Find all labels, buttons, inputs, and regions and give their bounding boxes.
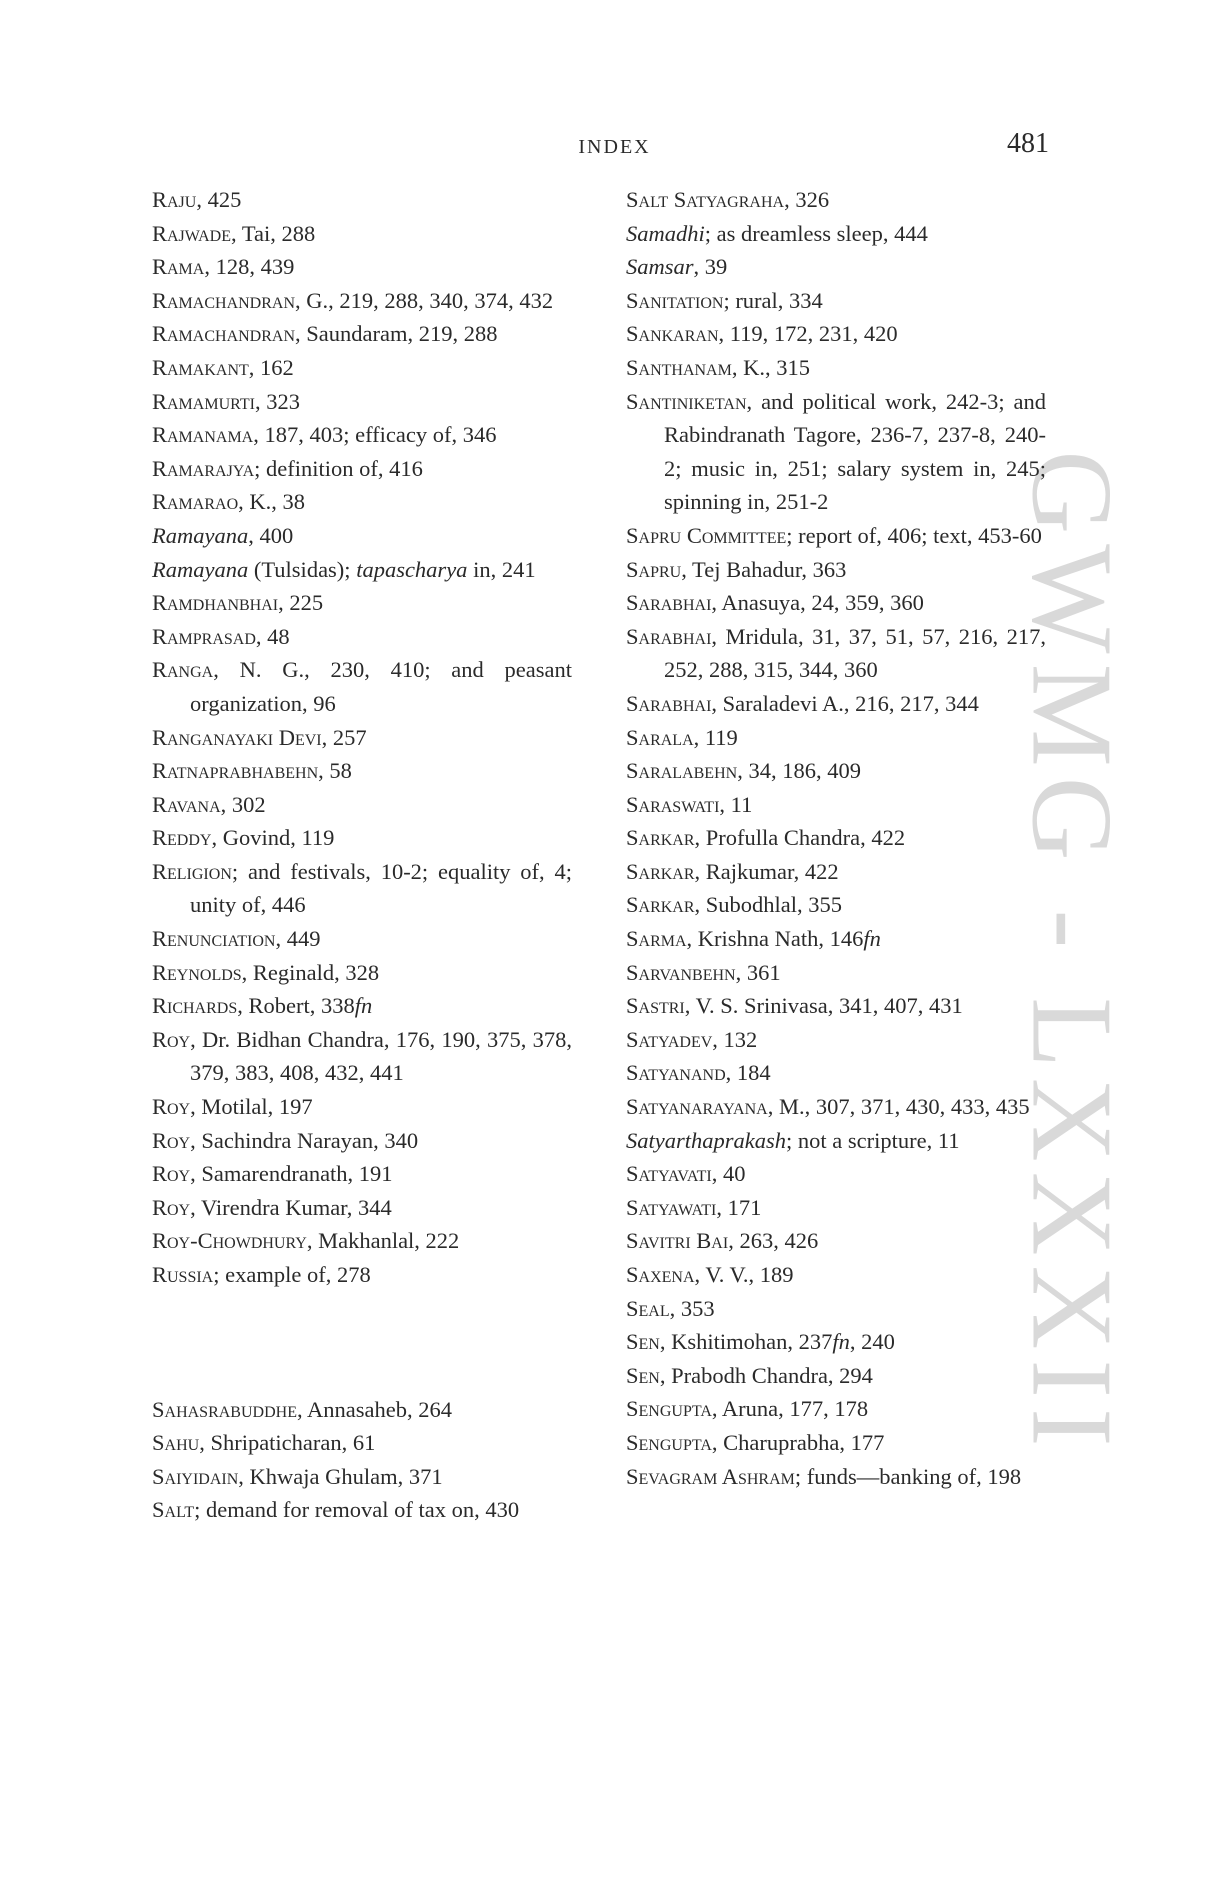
entry-segment: Richards xyxy=(152,993,238,1019)
entry-segment: , 119 xyxy=(693,724,738,750)
entry-segment: , Charuprabha, 177 xyxy=(711,1429,885,1455)
entry-segment: Sengupta xyxy=(626,1396,712,1422)
entry-segment: Ratnaprabhabehn xyxy=(152,758,319,784)
index-entry xyxy=(626,1292,1046,1326)
index-entry xyxy=(152,586,572,620)
entry-segment: Samadhi xyxy=(626,220,705,246)
entry-segment: Sarabhai xyxy=(626,590,712,616)
entry-segment: in, 241 xyxy=(467,556,536,582)
entry-segment: Ravana xyxy=(152,791,221,817)
index-entry xyxy=(626,519,1046,553)
index-entry xyxy=(626,754,1046,788)
entry-segment: , 302 xyxy=(220,791,266,817)
entry-segment: Ranganayaki Devi xyxy=(152,724,322,750)
index-entry xyxy=(152,519,572,553)
entry-segment: Sastri xyxy=(626,993,685,1019)
entry-segment: Sapru Committee xyxy=(626,522,787,548)
index-entry xyxy=(626,620,1046,687)
index-column-right xyxy=(626,183,1046,1493)
entry-segment: Ramachandran xyxy=(152,287,296,313)
index-entry xyxy=(152,788,572,822)
entry-segment: fn xyxy=(832,1329,850,1355)
entry-segment: Sarkar xyxy=(626,892,695,918)
index-entry xyxy=(626,1023,1046,1057)
entry-segment: , Makhanlal, 222 xyxy=(306,1228,460,1254)
entry-segment: fn xyxy=(863,926,881,952)
index-entry xyxy=(626,553,1046,587)
entry-segment: , 449 xyxy=(275,926,321,952)
entry-segment: , 119, 172, 231, 420 xyxy=(718,321,898,347)
index-entry xyxy=(626,183,1046,217)
entry-segment: Sen xyxy=(626,1329,660,1355)
entry-segment: Saraswati xyxy=(626,791,720,817)
entry-segment: Ranga xyxy=(152,657,214,683)
index-entry xyxy=(626,217,1046,251)
index-entry xyxy=(626,317,1046,351)
entry-segment: Ramanama xyxy=(152,422,254,448)
index-entry xyxy=(152,1426,572,1460)
entry-segment: ; example of, 278 xyxy=(213,1262,371,1287)
index-entry xyxy=(152,250,572,284)
entry-segment: Sarkar xyxy=(626,825,695,851)
entry-segment: , 48 xyxy=(255,623,290,649)
entry-segment: , Anasuya, 24, 359, 360 xyxy=(711,590,924,616)
entry-segment: Sarvanbehn xyxy=(626,959,736,985)
index-entry xyxy=(152,351,572,385)
entry-segment: , Virendra Kumar, 344 xyxy=(190,1194,392,1220)
entry-segment: Sahu xyxy=(152,1430,200,1456)
index-entry xyxy=(152,217,572,251)
entry-segment: Seal xyxy=(626,1295,670,1321)
entry-segment: , Motilal, 197 xyxy=(190,1094,313,1120)
entry-segment: , Prabodh Chandra, 294 xyxy=(659,1362,873,1388)
index-entry xyxy=(152,1393,572,1427)
entry-segment: Ramarao xyxy=(152,489,239,515)
entry-segment: Russia xyxy=(152,1262,214,1287)
entry-segment: , V. S. Srinivasa, 341, 407, 431 xyxy=(684,993,963,1019)
entry-segment: Ramayana xyxy=(152,522,249,548)
entry-segment: , 240 xyxy=(849,1329,895,1355)
entry-segment: Sarma xyxy=(626,926,687,952)
entry-segment: , Samarendranath, 191 xyxy=(190,1161,393,1187)
entry-segment: , Reginald, 328 xyxy=(241,959,380,985)
index-entry xyxy=(152,855,572,922)
index-entry xyxy=(626,721,1046,755)
entry-segment: , Robert, 338 xyxy=(237,993,355,1019)
entry-segment: Sankaran xyxy=(626,321,719,347)
entry-segment: Sarabhai xyxy=(626,690,712,716)
index-entry xyxy=(626,385,1046,519)
entry-segment: , 132 xyxy=(712,1026,758,1052)
entry-segment: , 162 xyxy=(248,354,294,380)
entry-segment: , Rajkumar, 422 xyxy=(694,858,839,884)
entry-segment: , 11 xyxy=(719,791,753,817)
index-entry xyxy=(626,250,1046,284)
index-entry xyxy=(152,754,572,788)
index-entry xyxy=(626,888,1046,922)
entry-segment: Santhanam xyxy=(626,354,732,380)
entry-segment: ; funds—banking of, 198 xyxy=(794,1463,1022,1489)
entry-segment: , 326 xyxy=(784,187,830,212)
entry-segment: , N. G., 230, 410; and peasant organization, 96 xyxy=(190,657,572,716)
entry-segment: , 171 xyxy=(716,1194,762,1220)
running-head: INDEX xyxy=(578,136,651,158)
entry-segment: Sevagram Ashram xyxy=(626,1463,795,1489)
entry-segment: Renunciation xyxy=(152,926,276,952)
letter-group-gap xyxy=(152,1292,572,1393)
entry-segment: Salt Satyagraha xyxy=(626,187,785,212)
entry-segment: Roy xyxy=(152,1026,191,1052)
entry-segment: , 128, 439 xyxy=(204,254,295,280)
index-entry xyxy=(626,1258,1046,1292)
entry-segment: Reddy xyxy=(152,825,212,851)
entry-segment: , G., 219, 288, 340, 374, 432 xyxy=(295,287,554,313)
index-entry xyxy=(152,1460,572,1494)
index-entry xyxy=(152,385,572,419)
entry-segment: , and political work, 242-3; and Rabindranath Tagore, 236-7, 237-8, 240-2; music in, 251; salary system in, 245; spinning in, 251-2 xyxy=(664,388,1046,515)
entry-segment: tapascharya xyxy=(356,556,468,582)
entry-segment: Ramdhanbhai xyxy=(152,590,279,616)
entry-segment: Roy xyxy=(152,1127,191,1153)
entry-segment: Sarkar xyxy=(626,858,695,884)
entry-segment: ; definition of, 416 xyxy=(254,455,423,481)
index-entry xyxy=(626,1056,1046,1090)
entry-segment: ; not a scripture, 11 xyxy=(786,1127,960,1153)
entry-segment: Salt xyxy=(152,1497,195,1523)
index-entry xyxy=(626,1157,1046,1191)
index-entry xyxy=(626,1191,1046,1225)
index-entry xyxy=(626,821,1046,855)
entry-segment: Reynolds xyxy=(152,959,242,985)
index-entry xyxy=(152,956,572,990)
entry-segment: , 263, 426 xyxy=(728,1228,819,1254)
index-entry xyxy=(626,1224,1046,1258)
entry-segment: , V. V., 189 xyxy=(694,1262,794,1287)
entry-segment: , Tej Bahadur, 363 xyxy=(681,556,847,582)
entry-segment: Saralabehn xyxy=(626,758,738,784)
entry-segment: Roy xyxy=(152,1094,191,1120)
index-entry xyxy=(626,351,1046,385)
index-entry xyxy=(152,418,572,452)
entry-segment: Sapru xyxy=(626,556,682,582)
entry-segment: Ramprasad xyxy=(152,623,256,649)
entry-segment: , K., 38 xyxy=(238,489,305,515)
entry-segment: , 353 xyxy=(669,1295,715,1321)
entry-segment: ; as dreamless sleep, 444 xyxy=(704,220,928,246)
entry-segment: Rajwade xyxy=(152,220,231,246)
entry-segment: Ramamurti xyxy=(152,388,255,414)
entry-segment: Sarabhai xyxy=(626,623,712,649)
index-entry xyxy=(626,855,1046,889)
index-entry xyxy=(626,1460,1046,1494)
index-entry xyxy=(626,956,1046,990)
index-entry xyxy=(152,1124,572,1158)
index-entry xyxy=(152,183,572,217)
index-entry xyxy=(626,1325,1046,1359)
entry-segment: Ramarajya xyxy=(152,455,255,481)
entry-segment: Sarala xyxy=(626,724,694,750)
entry-segment: , Annasaheb, 264 xyxy=(296,1396,452,1422)
entry-segment: , Sachindra Narayan, 340 xyxy=(190,1127,419,1153)
entry-segment: , 425 xyxy=(196,187,242,212)
entry-segment: ; and festivals, 10-2; equality of, 4; unity of, 446 xyxy=(190,858,572,918)
entry-segment: , M., 307, 371, 430, 433, 435 xyxy=(767,1094,1030,1120)
entry-segment: , 58 xyxy=(318,758,352,784)
entry-segment: Raju xyxy=(152,187,197,212)
watermark-text: GWMG - LXXXII xyxy=(1007,449,1136,1457)
entry-segment: Saiyidain xyxy=(152,1463,239,1489)
index-entry xyxy=(152,284,572,318)
index-entry xyxy=(152,1090,572,1124)
index-entry xyxy=(152,1493,572,1527)
index-entry xyxy=(152,1157,572,1191)
index-entry xyxy=(152,721,572,755)
index-entry xyxy=(626,1359,1046,1393)
entry-segment: Roy xyxy=(152,1194,191,1220)
entry-segment: Roy xyxy=(152,1161,191,1187)
index-entry xyxy=(626,1392,1046,1426)
entry-segment: Santiniketan xyxy=(626,388,747,414)
index-entry xyxy=(152,1023,572,1090)
entry-segment: Satyanand xyxy=(626,1060,726,1086)
entry-segment: ; report of, 406; text, 453-60 xyxy=(786,522,1042,548)
index-entry xyxy=(626,586,1046,620)
index-entry xyxy=(152,452,572,486)
index-entry xyxy=(152,1191,572,1225)
entry-segment: , Saraladevi A., 216, 217, 344 xyxy=(711,690,979,716)
index-entry xyxy=(152,553,572,587)
entry-segment: Roy-Chowdhury xyxy=(152,1228,307,1254)
index-entry xyxy=(152,317,572,351)
entry-segment: , 187, 403; efficacy of, 346 xyxy=(253,422,497,448)
index-entry xyxy=(626,687,1046,721)
entry-segment: , Krishna Nath, 146 xyxy=(686,926,864,952)
index-entry xyxy=(626,284,1046,318)
entry-segment: ; rural, 334 xyxy=(723,287,823,313)
entry-segment: (Tulsidas); xyxy=(248,556,357,582)
entry-segment: fn xyxy=(354,993,373,1019)
entry-segment: Sen xyxy=(626,1362,660,1388)
entry-segment: , 34, 186, 409 xyxy=(737,758,861,784)
entry-segment: , Tai, 288 xyxy=(231,220,316,246)
entry-segment: Saxena xyxy=(626,1262,695,1287)
entry-segment: , Kshitimohan, 237 xyxy=(659,1329,833,1355)
entry-segment: , Mridula, 31, 37, 51, 57, 216, 217, 252, 288, 315, 344, 360 xyxy=(664,623,1046,683)
entry-segment: Sanitation xyxy=(626,287,724,313)
entry-segment: , Dr. Bidhan Chandra, 176, 190, 375, 378, 379, 383, 408, 432, 441 xyxy=(190,1026,572,1086)
page-number: 481 xyxy=(1007,128,1049,159)
index-entry xyxy=(152,485,572,519)
entry-segment: Satyarthaprakash xyxy=(626,1127,786,1153)
index-entry xyxy=(626,922,1046,956)
index-entry xyxy=(626,1426,1046,1460)
entry-segment: Ramayana xyxy=(152,556,249,582)
entry-segment: Satyadev xyxy=(626,1026,713,1052)
entry-segment: , Shripaticharan, 61 xyxy=(199,1430,376,1456)
entry-segment: , 39 xyxy=(693,254,728,280)
index-entry xyxy=(152,989,572,1023)
index-entry xyxy=(152,1224,572,1258)
entry-segment: , 257 xyxy=(321,724,367,750)
entry-segment: , K., 315 xyxy=(731,354,810,380)
entry-segment: , Govind, 119 xyxy=(211,825,335,851)
index-entry xyxy=(152,922,572,956)
entry-segment: , 225 xyxy=(278,590,324,616)
index-entry xyxy=(152,653,572,720)
entry-segment: Rama xyxy=(152,254,205,280)
entry-segment: , Aruna, 177, 178 xyxy=(711,1396,869,1422)
index-entry xyxy=(626,788,1046,822)
index-entry xyxy=(152,821,572,855)
entry-segment: Satyawati xyxy=(626,1194,717,1220)
entry-segment: , 323 xyxy=(254,388,300,414)
entry-segment: Savitri Bai xyxy=(626,1228,729,1254)
entry-segment: Sahasrabuddhe xyxy=(152,1396,297,1422)
entry-segment: , Saundaram, 219, 288 xyxy=(295,321,498,347)
index-column-left xyxy=(152,183,572,1527)
entry-segment: ; demand for removal of tax on, 430 xyxy=(194,1497,520,1523)
entry-segment: Religion xyxy=(152,858,232,884)
entry-segment: Sengupta xyxy=(626,1429,712,1455)
entry-segment: , 40 xyxy=(711,1161,746,1187)
index-entry xyxy=(626,1124,1046,1158)
entry-segment: , Khwaja Ghulam, 371 xyxy=(238,1463,443,1489)
entry-segment: Satyavati xyxy=(626,1161,712,1187)
entry-segment: Ramakant xyxy=(152,354,249,380)
entry-segment: , Profulla Chandra, 422 xyxy=(694,825,906,851)
index-entry xyxy=(626,989,1046,1023)
index-entry xyxy=(626,1090,1046,1124)
entry-segment: , 400 xyxy=(248,522,294,548)
entry-segment: Samsar xyxy=(626,254,694,280)
entry-segment: Ramachandran xyxy=(152,321,296,347)
entry-segment: , 184 xyxy=(725,1060,771,1086)
entry-segment: , Subodhlal, 355 xyxy=(694,892,843,918)
entry-segment: , 361 xyxy=(735,959,781,985)
index-entry xyxy=(152,1258,572,1292)
entry-segment: Satyanarayana xyxy=(626,1094,768,1120)
index-entry xyxy=(152,620,572,654)
